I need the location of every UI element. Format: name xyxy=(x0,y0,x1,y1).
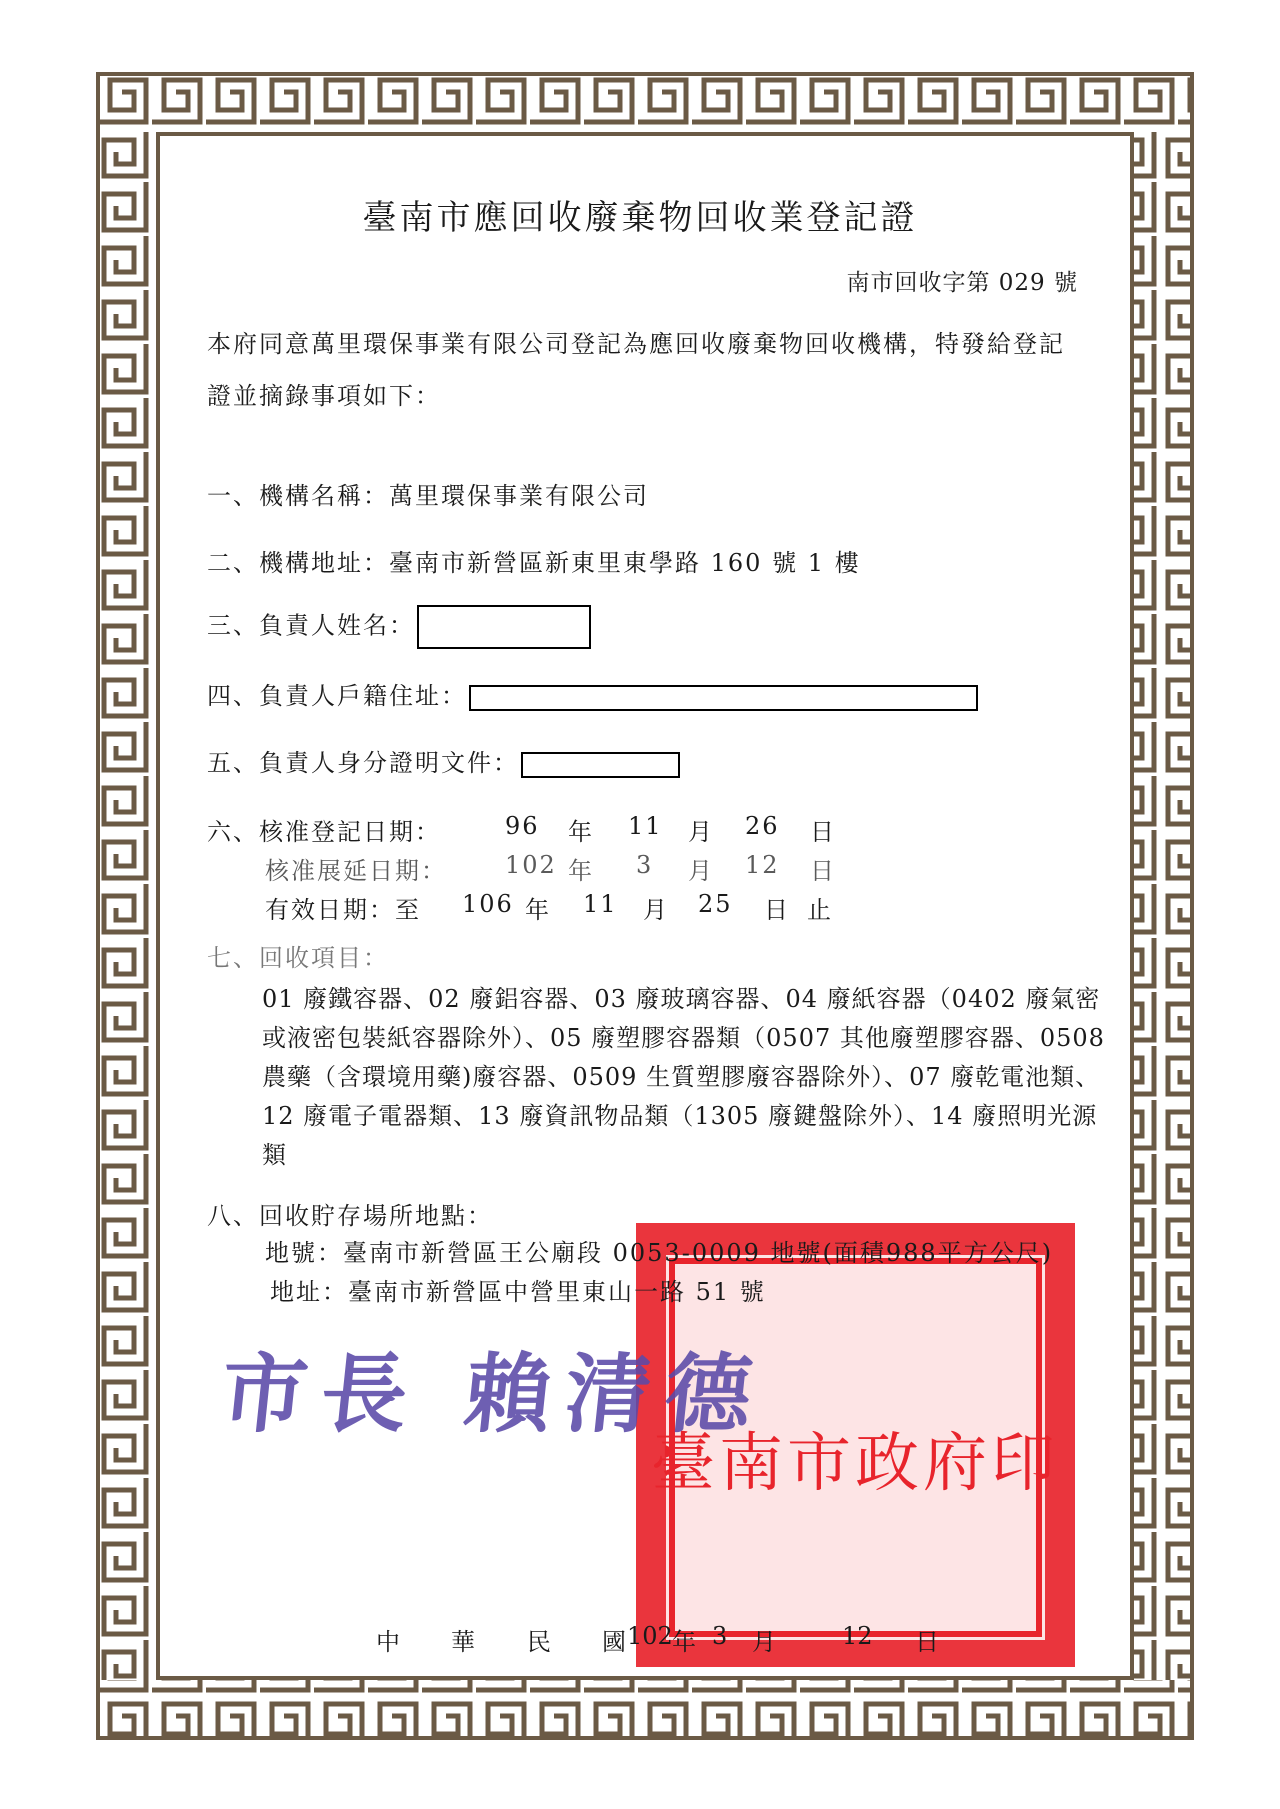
issue-month-unit: 月 xyxy=(752,1628,776,1656)
issue-year: 102 xyxy=(627,1622,673,1650)
unit-month: 月 xyxy=(688,857,714,885)
field-org-address: 二、機構地址：臺南市新營區新東里東學路 160 號 1 樓 xyxy=(207,549,861,577)
field-org-name: 一、機構名稱：萬里環保事業有限公司 xyxy=(207,482,649,510)
document-number: 南市回收字第 029 號 xyxy=(846,270,1078,296)
field-responsible-domicile xyxy=(207,676,978,711)
storage-label: 八、回收貯存場所地點： xyxy=(207,1202,493,1230)
redaction-box xyxy=(469,685,978,711)
valid-month: 11 xyxy=(583,890,618,918)
issue-month: 3 xyxy=(712,1622,728,1650)
extension-date-label: 核准展延日期： xyxy=(265,857,447,885)
ext-month: 3 xyxy=(636,851,654,879)
registration-date-label: 六、核准登記日期： xyxy=(207,818,441,846)
unit-month: 月 xyxy=(688,818,714,846)
ext-year: 102 xyxy=(505,851,557,879)
reg-year: 96 xyxy=(505,812,540,840)
valid-year: 106 xyxy=(462,890,514,918)
unit-day: 日 xyxy=(764,896,790,924)
responsible-domicile-label: 四、負責人戶籍住址： xyxy=(207,682,467,710)
registration-date-row xyxy=(207,812,441,847)
reg-month: 11 xyxy=(628,812,663,840)
era-1: 中 xyxy=(376,1628,400,1656)
recycle-items-list: 01 廢鐵容器、02 廢鋁容器、03 廢玻璃容器、04 廢紙容器（0402 廢氣密或液密包裝紙容器除外）、05 廢塑膠容器類（0507 其他廢塑膠容器、0508 農藥（含環境用藥)廢容器、0509 生質塑膠廢容器除外）、07 廢乾電池類、12 廢電子電器類、13 廢資訊物品類（1305 廢鍵盤除外）、14 廢照明光源類 xyxy=(262,985,1105,1169)
responsible-id-label: 五、負責人身分證明文件： xyxy=(207,749,519,777)
intro-paragraph: 本府同意萬里環保事業有限公司登記為應回收廢棄物回收機構，特發給登記證並摘錄事項如下： xyxy=(207,330,1065,410)
responsible-name-label: 三、負責人姓名： xyxy=(207,611,415,640)
document-title: 臺南市應回收廢棄物回收業登記證 xyxy=(362,198,918,238)
valid-date-label: 有效日期：至 xyxy=(265,896,421,924)
era-4: 國 xyxy=(602,1628,626,1656)
unit-end: 止 xyxy=(807,896,833,924)
field-responsible-id xyxy=(207,743,680,778)
unit-day: 日 xyxy=(810,818,836,846)
recycle-items-label: 七、回收項目： xyxy=(207,944,389,972)
issue-day-unit: 日 xyxy=(915,1628,939,1656)
unit-year: 年 xyxy=(568,857,594,885)
seal-text: 臺南市政府印 xyxy=(651,1427,1059,1501)
unit-year: 年 xyxy=(525,896,551,924)
unit-year: 年 xyxy=(568,818,594,846)
valid-day: 25 xyxy=(698,890,733,918)
redaction-box xyxy=(521,752,680,778)
unit-month: 月 xyxy=(643,896,669,924)
redaction-box xyxy=(417,605,591,649)
storage-lot: 地號：臺南市新營區王公廟段 0053-0009 地號(面積988平方公尺) xyxy=(265,1239,1054,1267)
era-2: 華 xyxy=(451,1628,475,1656)
signature-title: 市長 xyxy=(215,1344,427,1445)
storage-address: 地址：臺南市新營區中營里東山一路 51 號 xyxy=(270,1278,766,1306)
reg-day: 26 xyxy=(745,812,780,840)
mayor-signature xyxy=(215,1325,772,1449)
issue-day: 12 xyxy=(842,1622,873,1650)
issue-year-unit: 年 xyxy=(672,1628,696,1656)
field-responsible-name xyxy=(207,605,591,649)
unit-day: 日 xyxy=(810,857,836,885)
ext-day: 12 xyxy=(745,851,780,879)
signature-name: 賴清德 xyxy=(459,1344,771,1445)
era-3: 民 xyxy=(527,1628,551,1656)
